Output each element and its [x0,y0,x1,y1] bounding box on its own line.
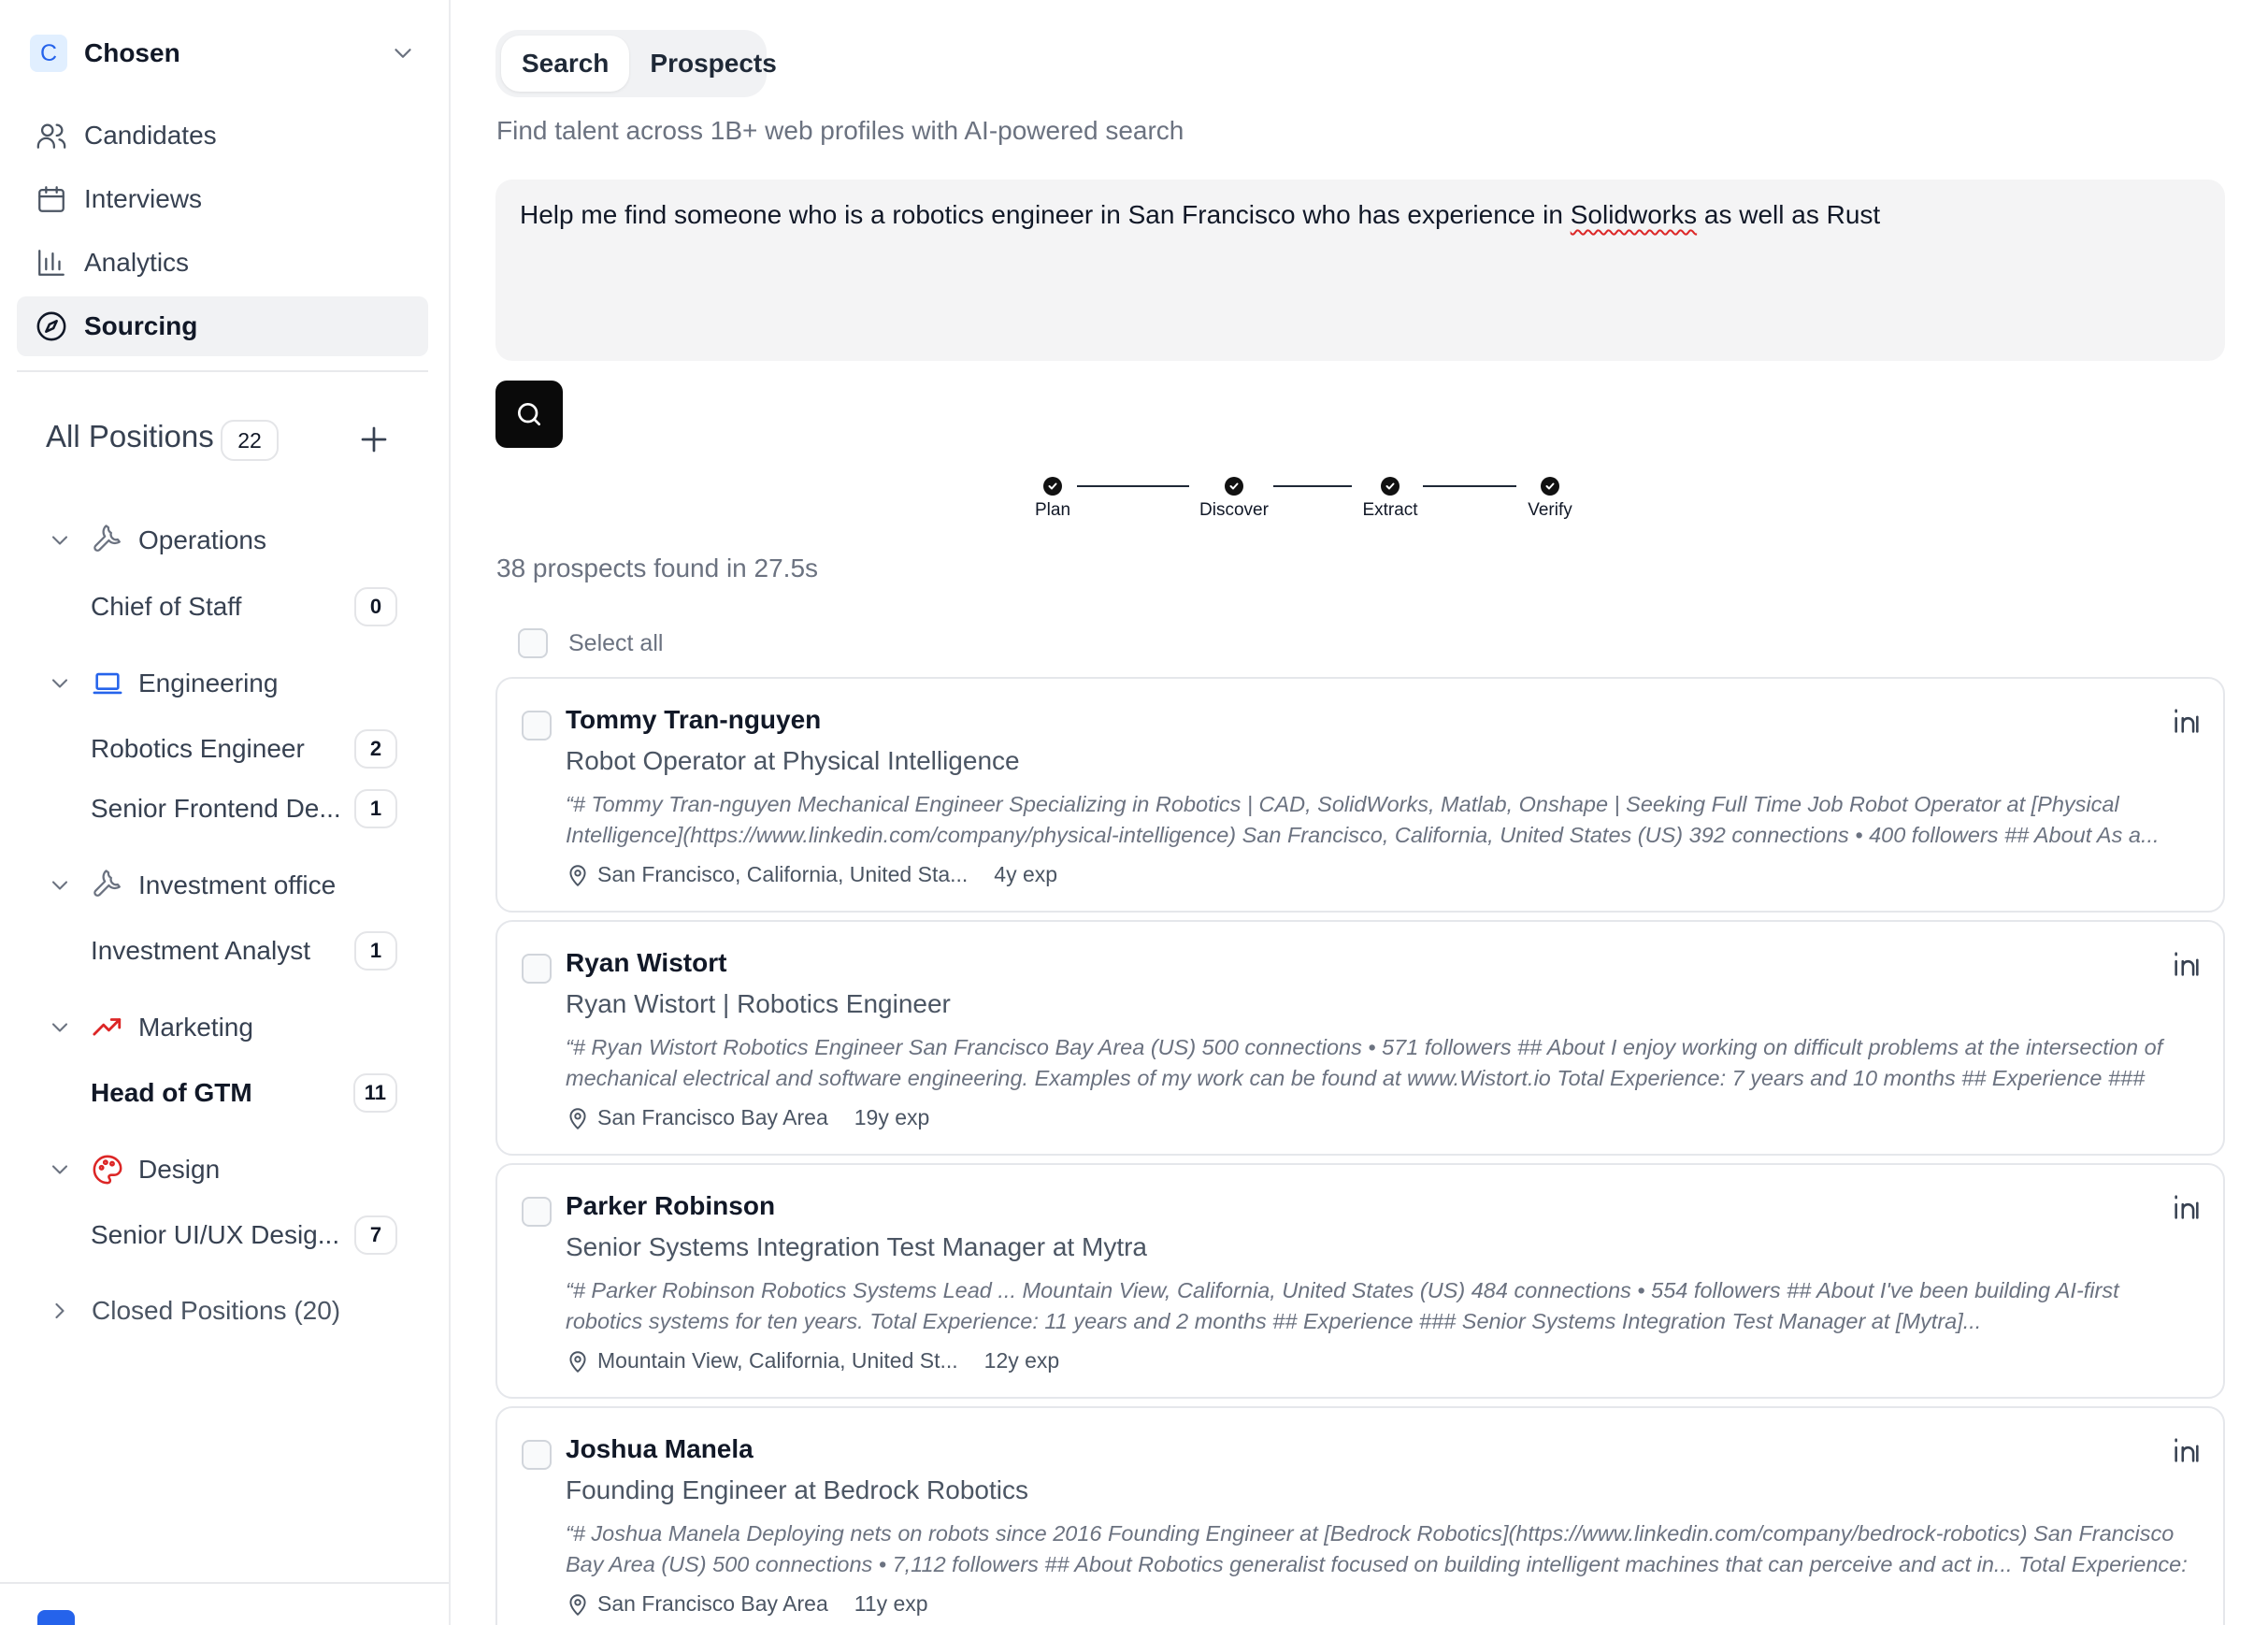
select-all-label: Select all [568,629,664,656]
wrench-icon [92,525,123,556]
step-label-discover: Discover [1199,500,1269,520]
prospect-checkbox[interactable] [522,954,552,984]
prospect-card[interactable] [495,1163,2225,1399]
prospect-snippet: “# Ryan Wistort Robotics Engineer San Francisco Bay Area (US) 500 connections • 571 followers ## About I enjoy working on difficult problems at the intersection of mechanical electrical and software engineering. Examples of my work can be found at www.Wistort.io Total Experience: 7 years and 10 months ## Experience ### [566,1035,2163,1090]
select-all-checkbox[interactable] [518,628,548,658]
step-connector [1273,485,1352,487]
prospect-card[interactable] [495,1406,2225,1625]
location-pin-icon [566,1349,590,1373]
group-investment-office[interactable] [47,862,336,909]
position-label: Chief of Staff [91,592,242,621]
position-robotics-engineer[interactable] [91,726,397,772]
view-tabs [495,30,777,97]
nav-item-analytics[interactable] [17,233,428,293]
group-label: Engineering [138,669,279,697]
position-label: Senior UI/UX Desig... [91,1220,340,1249]
location-pin-icon [566,1592,590,1617]
prospect-role: Robot Operator at Physical Intelligence [566,746,1020,775]
chevron-down-icon [47,670,73,697]
sidebar-bottom-divider [0,1582,449,1584]
search-query-input[interactable] [495,180,2225,361]
nav-label: Analytics [84,248,190,277]
position-count: 0 [354,587,397,626]
prospect-meta [566,1105,929,1130]
step-check-icon [1225,477,1243,496]
workspace-avatar: C [30,35,67,72]
progress-steps [451,472,2227,528]
bar-chart-icon [36,247,67,279]
laptop-icon [92,668,123,699]
prospect-card[interactable] [495,920,2225,1156]
prospect-meta [566,862,1057,887]
prospect-role: Ryan Wistort | Robotics Engineer [566,989,951,1018]
query-text-before: Help me find someone who is a robotics engineer in San Francisco who has experience in [520,200,1571,229]
nav-label: Candidates [84,121,217,150]
prospect-checkbox[interactable] [522,711,552,741]
group-label: Marketing [138,1013,253,1042]
prospect-experience: 12y exp [983,1348,1060,1373]
sidebar [0,0,451,1625]
linkedin-icon[interactable] [2171,705,2203,737]
search-icon [514,399,544,429]
position-senior-frontend[interactable] [91,785,397,832]
chevron-down-icon [47,527,73,554]
closed-positions-toggle[interactable] [47,1287,340,1334]
linkedin-icon[interactable] [2171,1434,2203,1466]
position-label: Head of GTM [91,1078,252,1107]
step-label-plan: Plan [1034,500,1071,520]
sidebar-divider [17,370,428,372]
group-label: Operations [138,525,266,554]
prospect-name: Ryan Wistort [566,948,727,977]
step-check-icon [1043,477,1062,496]
prospect-name: Joshua Manela [566,1434,754,1463]
chevron-down-icon [47,1014,73,1041]
all-positions-title: All Positions [46,419,214,453]
prospect-role: Senior Systems Integration Test Manager at Mytra [566,1232,1147,1261]
nav-item-interviews[interactable] [17,169,428,229]
position-label: Investment Analyst [91,936,311,965]
add-position-icon[interactable] [357,423,391,456]
prospect-snippet: “# Tommy Tran-nguyen Mechanical Engineer Specializing in Robotics | CAD, SolidWorks, Matlab, Onshape | Seeking Full Time Job Robot Operator at [Physical Intelligence](https://www.linkedin.com/company/physical-intelligence) San Francisco, California, United States (US) 392 connections • 400 followers ## About As a... [566,792,2160,847]
prospect-location: San Francisco, California, United Sta... [597,862,969,886]
group-operations[interactable] [47,517,266,564]
group-engineering[interactable] [47,660,278,707]
position-label: Robotics Engineer [91,734,305,763]
tab-prospects[interactable]: Prospects [650,49,777,78]
search-button[interactable] [495,381,563,448]
main-content [451,0,2268,1625]
page-subtitle: Find talent across 1B+ web profiles with AI-powered search [496,116,1184,145]
position-chief-of-staff[interactable] [91,583,397,630]
location-pin-icon [566,1106,590,1130]
workspace-switcher[interactable] [30,30,417,77]
prospect-location: Mountain View, California, United St... [597,1348,958,1373]
position-count: 2 [354,729,397,769]
prospect-meta [566,1591,928,1617]
nav-item-sourcing[interactable] [17,296,428,356]
chevron-right-icon [47,1298,73,1324]
query-text-after: as well as Rust [1697,200,1881,229]
prospect-experience: 11y exp [854,1591,928,1616]
trending-up-icon [92,1012,123,1043]
linkedin-icon[interactable] [2171,1191,2203,1223]
step-connector [1423,485,1516,487]
chevron-down-icon [47,1157,73,1183]
select-all[interactable] [518,628,663,658]
prospect-checkbox[interactable] [522,1440,552,1470]
location-pin-icon [566,863,590,887]
position-senior-ui-ux[interactable] [91,1212,397,1258]
prospect-meta [566,1348,1059,1373]
group-design[interactable] [47,1146,220,1193]
prospect-snippet: “# Joshua Manela Deploying nets on robots since 2016 Founding Engineer at [Bedrock Robotics](https://www.linkedin.com/company/bedrock-robotics) San Francisco Bay Area (US) 500 connections • 7,112 followers ## About Robotics generalist focused on building intelligent machines that can perceive and act in... Total Experience: [566,1521,2188,1576]
position-head-of-gtm[interactable] [91,1070,397,1116]
closed-positions-label: Closed Positions (20) [92,1296,341,1325]
query-text [520,200,1880,230]
compass-icon [36,310,67,342]
group-label: Design [138,1155,221,1184]
wrench-icon [92,870,123,901]
palette-icon [92,1154,123,1186]
step-connector [1077,485,1189,487]
position-count: 1 [354,931,397,971]
group-marketing[interactable] [47,1004,253,1051]
prospect-name: Parker Robinson [566,1191,776,1220]
position-count: 11 [353,1073,397,1113]
prospect-name: Tommy Tran-nguyen [566,705,822,734]
prospect-role: Founding Engineer at Bedrock Robotics [566,1475,1028,1504]
position-count: 1 [354,789,397,828]
tab-search[interactable]: Search [501,36,629,92]
nav-label: Sourcing [84,311,198,340]
step-check-icon [1541,477,1559,496]
prospect-experience: 4y exp [994,862,1058,886]
step-check-icon [1381,477,1400,496]
linkedin-icon[interactable] [2171,948,2203,980]
all-positions-count: 22 [221,420,279,461]
step-label-extract: Extract [1362,500,1418,520]
position-count: 7 [354,1215,397,1255]
misspelled-word: Solidworks [1570,200,1698,229]
group-label: Investment office [138,870,337,899]
prospect-location: San Francisco Bay Area [597,1105,828,1129]
prospect-location: San Francisco Bay Area [597,1591,828,1616]
users-icon [36,120,67,151]
calendar-icon [36,183,67,215]
prospect-checkbox[interactable] [522,1197,552,1227]
workspace-name: Chosen [84,38,180,67]
prospect-experience: 19y exp [854,1105,930,1129]
user-avatar[interactable] [37,1610,75,1625]
prospect-card[interactable] [495,677,2225,913]
nav-label: Interviews [84,184,203,213]
chevron-down-icon [389,39,417,67]
prospect-snippet: “# Parker Robinson Robotics Systems Lead ... Mountain View, California, United States (US) 484 connections • 554 followers ## About I've been building AI-first robotics systems for ten years. Total Experience: 11 years and 2 months ## Experience ### Senior Systems Integration Test Manager at [Mytra]... [566,1278,2119,1333]
step-label-verify: Verify [1528,500,1572,520]
results-summary: 38 prospects found in 27.5s [496,554,819,582]
chevron-down-icon [47,872,73,899]
position-label: Senior Frontend De... [91,794,341,823]
position-investment-analyst[interactable] [91,928,397,974]
nav-item-candidates[interactable] [17,106,428,165]
